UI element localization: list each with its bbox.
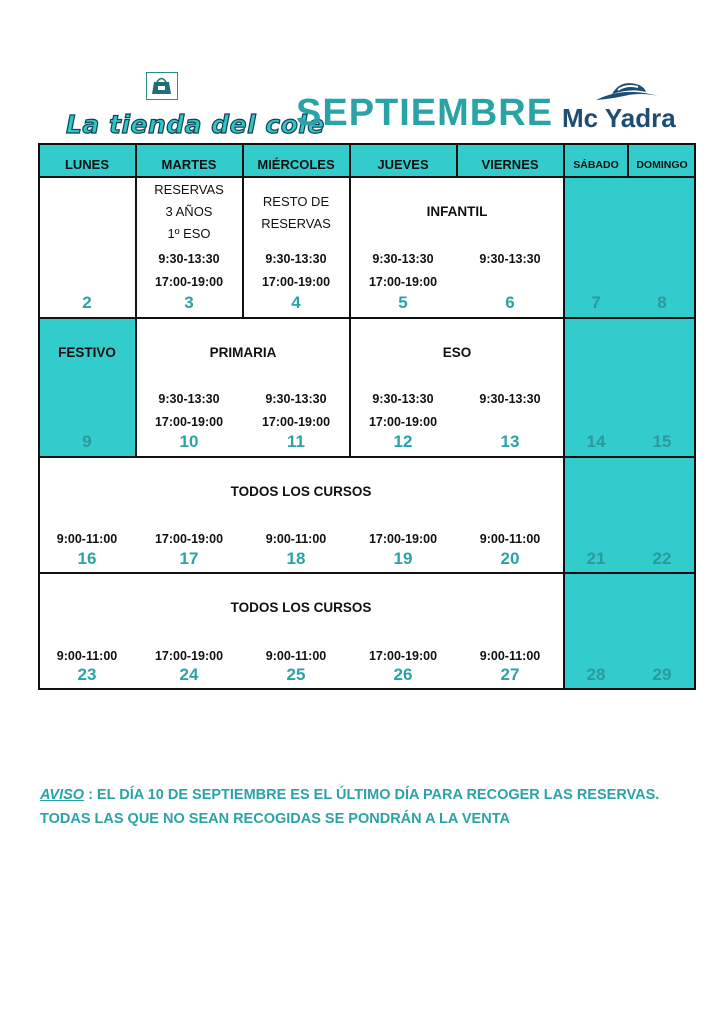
hours-morning: 9:30-13:30 xyxy=(479,252,541,266)
day-number: 8 xyxy=(657,293,667,312)
hours-morning: 9:30-13:30 xyxy=(265,392,327,406)
reservas-1-eso: 1º ESO xyxy=(167,226,211,241)
day-number: 28 xyxy=(586,665,606,684)
hours-afternoon: 17:00-19:00 xyxy=(368,275,438,289)
hours-morning: 9:30-13:30 xyxy=(158,392,220,406)
day-number: 26 xyxy=(393,665,413,684)
resto-de-label: RESTO DE xyxy=(262,194,330,209)
resto-reservas-label: RESERVAS xyxy=(261,216,331,231)
day-number: 24 xyxy=(179,665,199,684)
hours-afternoon: 17:00-19:00 xyxy=(261,275,331,289)
day-number: 14 xyxy=(586,432,606,451)
hours-morning: 9:30-13:30 xyxy=(372,252,434,266)
hours-morning: 9:00-11:00 xyxy=(56,532,118,546)
calendar-grid xyxy=(38,143,696,690)
day-number: 10 xyxy=(179,432,199,451)
day-header-martes: MARTES xyxy=(161,157,217,172)
notice-line-2: TODAS LAS QUE NO SEAN RECOGIDAS SE PONDRÁN A LA VENTA xyxy=(40,811,510,827)
day-header-lunes: LUNES xyxy=(64,157,110,172)
day-number: 12 xyxy=(393,432,413,451)
day-number: 22 xyxy=(652,549,672,568)
reservas-label: RESERVAS xyxy=(154,182,224,197)
hours-morning: 9:30-13:30 xyxy=(479,392,541,406)
notice-text xyxy=(40,783,700,831)
hours-afternoon: 17:00-19:00 xyxy=(154,415,224,429)
hours-afternoon: 17:00-19:00 xyxy=(368,415,438,429)
page-title: SEPTIEMBRE xyxy=(296,92,554,134)
hours-morning: 9:30-13:30 xyxy=(158,252,220,266)
day-number: 6 xyxy=(505,293,515,312)
day-header-miercoles: MIÉRCOLES xyxy=(257,157,335,172)
day-header-sabado: SÁBADO xyxy=(573,159,619,171)
hours-afternoon: 17:00-19:00 xyxy=(154,532,224,546)
reservas-3-anos: 3 AÑOS xyxy=(165,204,213,219)
day-number: 3 xyxy=(184,293,194,312)
day-number: 16 xyxy=(77,549,97,568)
day-number: 18 xyxy=(286,549,306,568)
day-number: 19 xyxy=(393,549,413,568)
logo-tienda-del-cole: La tienda del cole xyxy=(66,110,325,139)
festivo-label: FESTIVO xyxy=(58,345,116,360)
hours-morning: 9:30-13:30 xyxy=(265,252,327,266)
day-header-jueves: JUEVES xyxy=(377,157,429,172)
hours-morning: 9:30-13:30 xyxy=(372,392,434,406)
day-number: 17 xyxy=(179,549,199,568)
infantil-label: INFANTIL xyxy=(426,204,488,219)
day-number: 27 xyxy=(500,665,520,684)
hours-afternoon: 17:00-19:00 xyxy=(154,649,224,663)
todos-los-cursos-label: TODOS LOS CURSOS xyxy=(230,600,372,615)
hours-afternoon: 17:00-19:00 xyxy=(261,415,331,429)
hours-afternoon: 17:00-19:00 xyxy=(154,275,224,289)
day-number: 2 xyxy=(82,293,92,312)
shop-bag-icon xyxy=(146,72,178,100)
day-number: 9 xyxy=(82,432,92,451)
day-number: 29 xyxy=(652,665,672,684)
day-number: 20 xyxy=(500,549,520,568)
day-number: 4 xyxy=(291,293,301,312)
notice-label: AVISO xyxy=(40,787,85,803)
day-number: 21 xyxy=(586,549,606,568)
hours-morning: 9:00-11:00 xyxy=(265,649,327,663)
logo-mc-yadra: Mc Yadra xyxy=(562,103,676,133)
day-number: 7 xyxy=(591,293,601,312)
hours-morning: 9:00-11:00 xyxy=(56,649,118,663)
day-number: 15 xyxy=(652,432,672,451)
day-number: 5 xyxy=(398,293,408,312)
notice-line-1: : EL DÍA 10 DE SEPTIEMBRE ES EL ÚLTIMO DÍA PARA RECOGER LAS RESERVAS. xyxy=(84,787,660,803)
todos-los-cursos-label: TODOS LOS CURSOS xyxy=(230,484,372,499)
hours-afternoon: 17:00-19:00 xyxy=(368,649,438,663)
hours-morning: 9:00-11:00 xyxy=(265,532,327,546)
hours-afternoon: 17:00-19:00 xyxy=(368,532,438,546)
day-number: 13 xyxy=(500,432,520,451)
hours-morning: 9:00-11:00 xyxy=(479,532,541,546)
day-header-domingo: DOMINGO xyxy=(636,159,688,171)
day-header-viernes: VIERNES xyxy=(481,157,539,172)
day-number: 23 xyxy=(77,665,97,684)
day-number: 25 xyxy=(286,665,306,684)
hours-morning: 9:00-11:00 xyxy=(479,649,541,663)
primaria-label: PRIMARIA xyxy=(209,345,277,360)
day-number: 11 xyxy=(287,432,305,451)
eso-label: ESO xyxy=(442,345,472,360)
